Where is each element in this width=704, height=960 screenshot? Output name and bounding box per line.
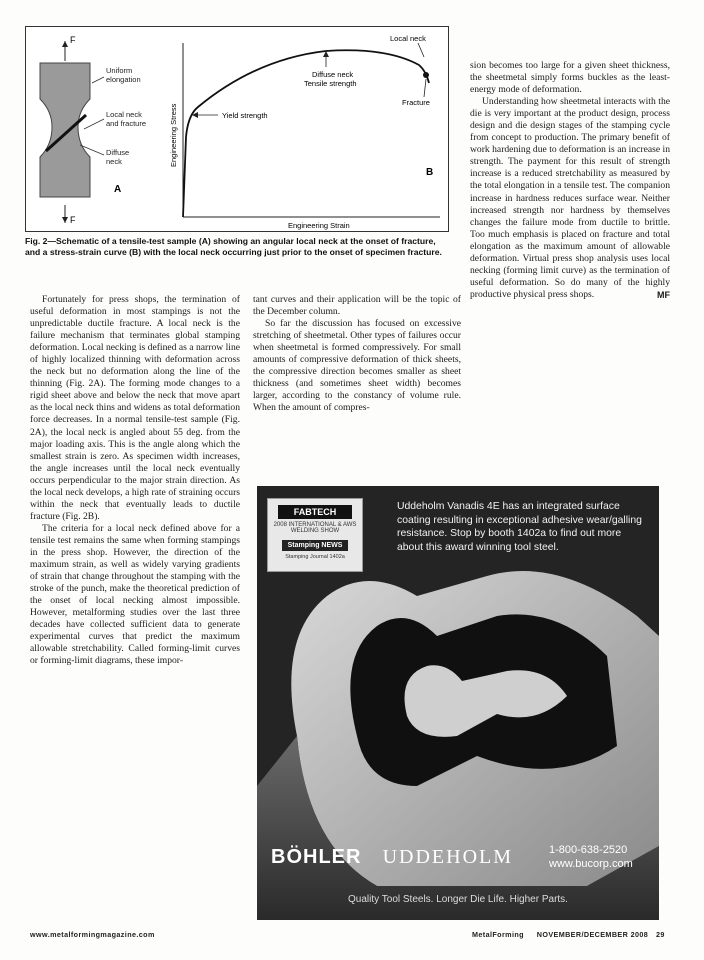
panel-a-label: A — [114, 184, 122, 195]
figure-2 — [25, 26, 449, 232]
advertisement-bohler-uddeholm[interactable] — [257, 486, 659, 920]
ad-body-text: Uddeholm Vanadis 4E has an integrated surface coating resulting in exceptional adhesive wear/galling resistance. Stop by booth 1402a to find out more about this award winning tool steel. — [397, 501, 642, 553]
paragraph: sion becomes too large for a given sheet thickness, the sheetmetal simply forms buckles as the least-energy mode of deformation. — [470, 60, 670, 96]
paragraph: The criteria for a local neck defined above for a tensile test remains the same when forming stampings in the press shop. However, the direction of the maximum strain, as well as widely varying gradients of strain that change throughout the stamping with the stroke of the punch, make the theoretical prediction of the onset of local necking almost impossible. However, metalforming studies over the last three decades have collected sufficient data to generate experimental curves that predict the maximum allowable stretchability. Called forming-limit curves or forming-limit diagrams, these impor- — [30, 522, 240, 667]
end-mark: MF — [657, 289, 670, 300]
ad-website[interactable]: www.bucorp.com — [549, 858, 633, 870]
paragraph: Fortunately for press shops, the termination of useful deformation in most stampings is not the unpredictable ductile fracture. A local neck is the failure mechanism that terminates global stamping deformation. Local necking is defined as a narrow line of highly localized thinning with deformation across the neck but no deformation along the line of the thinning (Fig. 2A). The forming mode changes to a rigid sheet above and below the neck that move apart as the local neck thins and widens as total deformation force decreases. In a normal tensile-test sample (Fig. 2A), the local neck is angled about 55 deg. from the major loading axis. This is the angle along which the smallest strain is zero. As specimen width increases, the angle increases until the local neck eventually occurs perpendicular to the major strain direction. As the local neck develops, a high rate of straining occurs within the neck that eventually leads to ductile fracture (Fig. 2B). — [30, 294, 240, 522]
label-local-neck-top: Local neck — [390, 34, 426, 43]
footer-magazine — [472, 930, 648, 939]
label-yield-strength: Yield strength — [222, 111, 268, 120]
article-column-1 — [30, 294, 240, 667]
article-column-2 — [253, 294, 461, 414]
figure-2-svg — [26, 27, 450, 233]
brand-logo — [271, 846, 513, 869]
paragraph: So far the discussion has focused on excessive stretching of sheetmetal. Other types of failures occur when sheetmetal is formed compressively. For small amounts of compressive deformation of thick sheets, the compressive direction becomes smaller as sheet thickness (and sometimes sheet width) becomes larger, according to the constancy of volume rule. When the amount of compres- — [253, 318, 461, 414]
figure-caption: Fig. 2—Schematic of a tensile-test sample (A) showing an angular local neck at the onset of fracture, and a stress-strain curve (B) with the local neck occurring just prior to the onset of specimen fracture. — [25, 236, 442, 257]
label-fracture: Fracture — [402, 98, 430, 107]
force-label-bottom: F — [70, 215, 76, 225]
label-diffuse-neck-tensile: Diffuse neck Tensile strength — [304, 70, 357, 88]
fabtech-badge — [267, 498, 363, 572]
brand-uddeholm: UDDEHOLM — [382, 846, 514, 868]
footer-magazine-name: MetalForming — [472, 930, 524, 939]
article-column-3 — [470, 60, 670, 301]
tensile-sample — [40, 41, 104, 223]
label-local-neck-fracture: Local neck and fracture — [106, 110, 147, 128]
xaxis-label: Engineering Strain — [288, 221, 350, 230]
ad-phone[interactable]: 1-800-638-2520 — [549, 844, 628, 856]
stress-strain-curve — [183, 50, 429, 217]
yaxis-label: Engineering Stress — [169, 103, 178, 167]
paragraph: Understanding how sheetmetal interacts with the die is very important at the product design, process design and die design stages of the stamping cycle from concept to production. The primary benefit of work hardening due to deformation is an increase in strength. The payment for this result of strength increase is a reduced stretchability as measured by the total elongation in a tensile test. The companion increase in hardness reduces surface wear. Neither increased strength nor hardness by themselves changes the failure mode from ductile to brittle. Too much emphasis is placed on fracture and total elongation as the maximum amount of allowable deformation. Virtual press shop analysis uses local necking (forming limit curve) as the termination of useful deformation. So do many of the highly productive physical press shops. MF — [470, 96, 670, 300]
badge-subtitle: 2008 INTERNATIONAL & AWS WELDING SHOW — [273, 522, 357, 534]
page-number: 29 — [656, 930, 665, 939]
brand-bohler: BÖHLER — [271, 846, 362, 868]
footer-url[interactable]: www.metalformingmagazine.com — [30, 930, 155, 939]
paragraph: tant curves and their application will be the topic of the December column. — [253, 294, 461, 318]
ad-contact — [549, 843, 633, 871]
badge-booth: Stamping Journal 1402a — [285, 554, 345, 560]
label-diffuse-neck: Diffuse neck — [106, 148, 130, 166]
footer-issue-date: NOVEMBER/DECEMBER 2008 — [536, 930, 649, 939]
badge-fabtech: FABTECH — [278, 505, 352, 519]
badge-stamping-news: Stamping NEWS — [282, 540, 348, 551]
force-label-top: F — [70, 35, 76, 45]
ad-tagline: Quality Tool Steels. Longer Die Life. Higher Parts. — [348, 894, 568, 905]
label-uniform-elongation: Uniform elongation — [106, 66, 141, 84]
fracture-point — [423, 72, 429, 78]
panel-b-label: B — [426, 167, 434, 178]
